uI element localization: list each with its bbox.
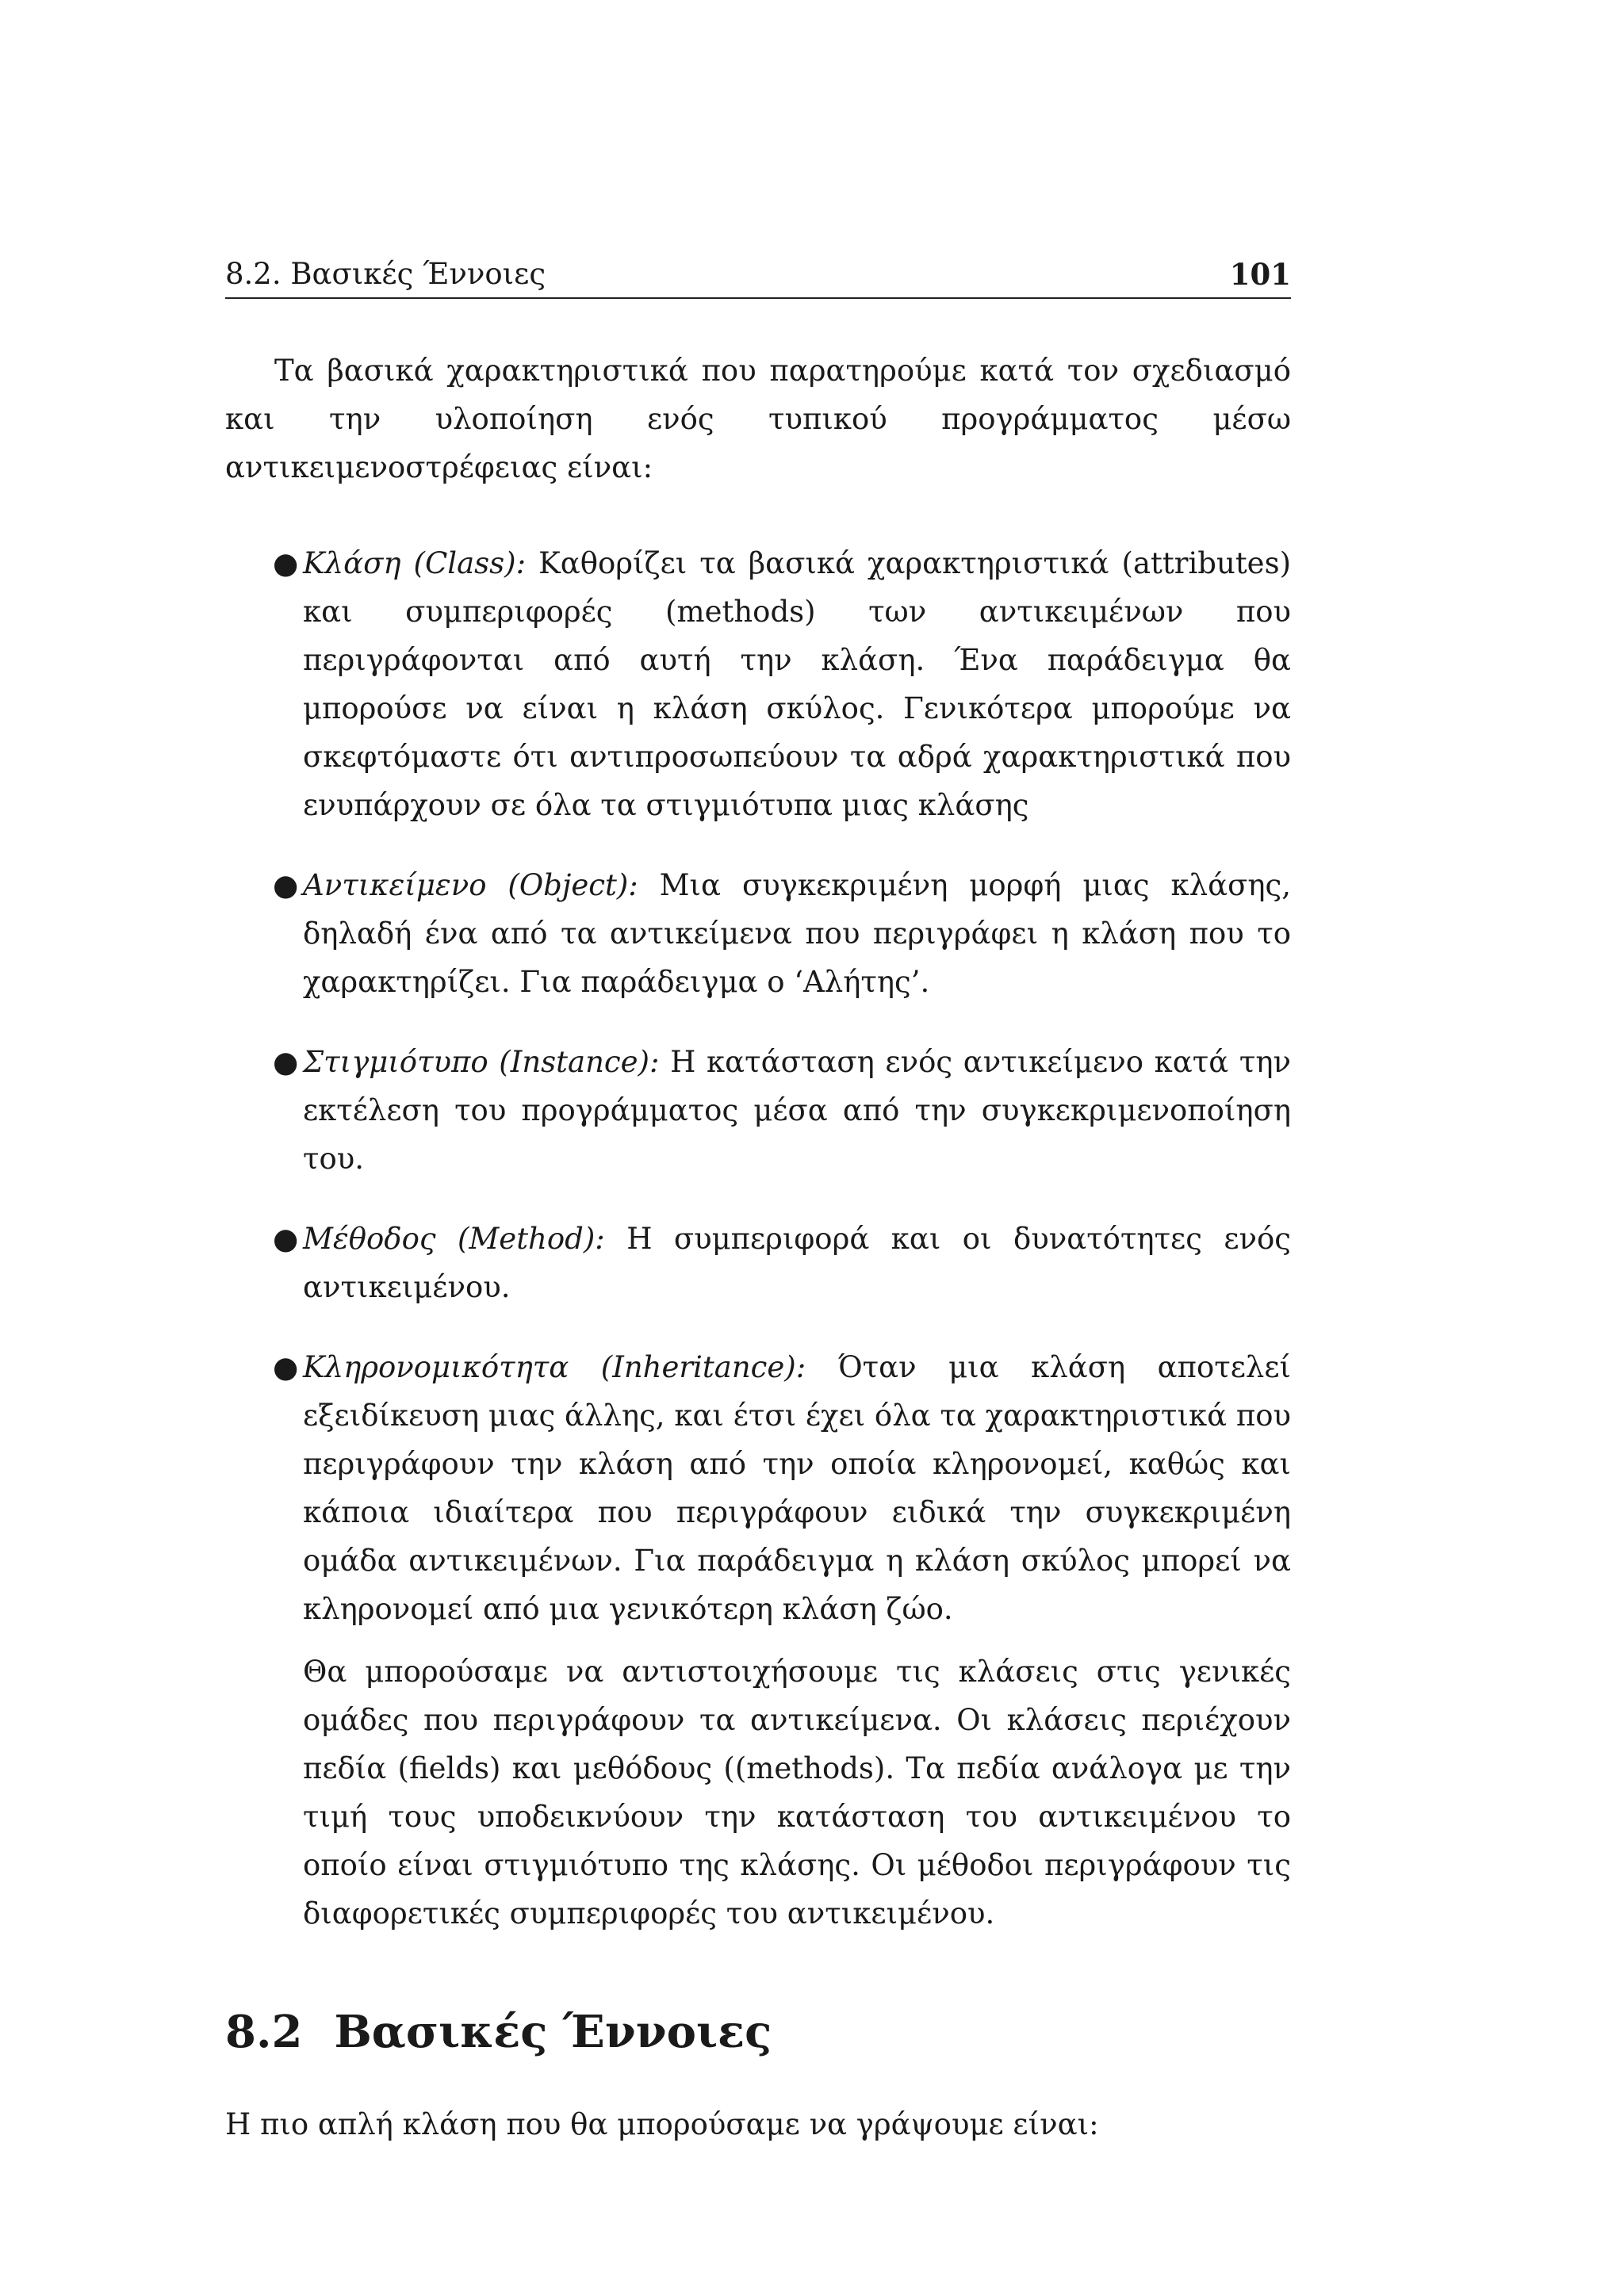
bullet-icon: ●	[273, 1349, 299, 1384]
follow-paragraph: Θα μπορούσαμε να αντιστοιχήσουμε τις κλάσεις στις γενικές ομάδες που περιγράφουν τα αντικείμενα. Οι κλάσεις περιέχουν πεδία (fields) και μεθόδους ((methods). Τα πεδία ανάλογα με την τιμή τους υποδεικνύουν την κατάσταση του αντικειμένου το οποίο είναι στιγμιότυπο της κλάσης. Οι μέθοδοι περιγράφουν τις διαφορετικές συμπεριφορές του αντικειμένου.	[303, 1654, 1291, 1931]
definition-text: Καθορίζει τα βασικά χαρακτηριστικά (attributes) και συμπεριφορές (methods) των αντικειμένων που περιγράφονται από αυτή την κλάση. Ένα παράδειγμα θα μπορούσε να είναι η κλάση σκύλος. Γενικότερα μπορούμε να σκεφτόμαστε ότι αντιπροσωπεύουν τα αδρά χαρακτηριστικά που ενυπάρχουν σε όλα τα στιγμιότυπα μιας κλάσης	[303, 545, 1292, 822]
intro-paragraph: Τα βασικά χαρακτηριστικά που παρατηρούμε κατά τον σχεδιασμό και την υλοποίηση ενός τυπικού προγράμματος μέσω αντικειμενοστρέφειας είναι:	[225, 353, 1291, 484]
term-method: Μέθοδος (Method):	[303, 1221, 605, 1256]
list-item	[225, 1038, 1291, 1183]
bullet-icon: ●	[273, 545, 299, 580]
bullet-icon: ●	[273, 867, 299, 902]
list-item	[225, 1343, 1291, 1633]
list-item	[225, 539, 1291, 829]
closing-paragraph: Η πιο απλή κλάση που θα μπορούσαμε να γράψουμε είναι:	[225, 2107, 1099, 2141]
term-instance: Στιγμιότυπο (Instance):	[303, 1044, 660, 1079]
definition-text: Όταν μια κλάση αποτελεί εξειδίκευση μιας άλλης, και έτσι έχει όλα τα χαρακτηριστικά που περιγράφουν την κλάση από την οποία κληρονομεί, καθώς και κάποια ιδιαίτερα που περιγράφουν ειδικά την συγκεκριμένη ομάδα αντικειμένων. Για παράδειγμα η κλάση σκύλος μπορεί να κληρονομεί από μια γενικότερη κλάση ζώο.	[303, 1349, 1292, 1626]
term-class: Κλάση (Class):	[303, 545, 527, 580]
list-item	[225, 861, 1291, 1006]
term-inheritance: Κληρονομικότητα (Inheritance):	[303, 1349, 806, 1384]
section-heading	[225, 2006, 1291, 2059]
definition-text: Μια συγκεκριμένη μορφή μιας κλάσης, δηλαδή ένα από τα αντικείμενα που περιγράφει η κλάση που το χαρακτηρίζει. Για παράδειγμα ο ‘Αλήτης’.	[303, 867, 1292, 999]
section-title: Βασικές Έννοιες	[334, 2005, 772, 2058]
running-head-section: 8.2. Βασικές Έννοιες	[225, 257, 546, 291]
definition-list	[225, 539, 1291, 1633]
running-head	[225, 258, 1291, 299]
bullet-icon: ●	[273, 1044, 299, 1079]
definition-text: Η κατάσταση ενός αντικείμενο κατά την εκτέλεση του προγράμματος μέσα από την συγκεκριμενοποίηση του.	[303, 1044, 1292, 1176]
bullet-icon: ●	[273, 1221, 299, 1256]
page	[225, 258, 1291, 2149]
definition-text: Η συμπεριφορά και οι δυνατότητες ενός αντικειμένου.	[303, 1221, 1292, 1304]
term-object: Αντικείμενο (Object):	[303, 867, 638, 902]
section-number: 8.2	[225, 2005, 303, 2058]
list-item	[225, 1215, 1291, 1311]
page-number: 101	[1229, 257, 1291, 292]
